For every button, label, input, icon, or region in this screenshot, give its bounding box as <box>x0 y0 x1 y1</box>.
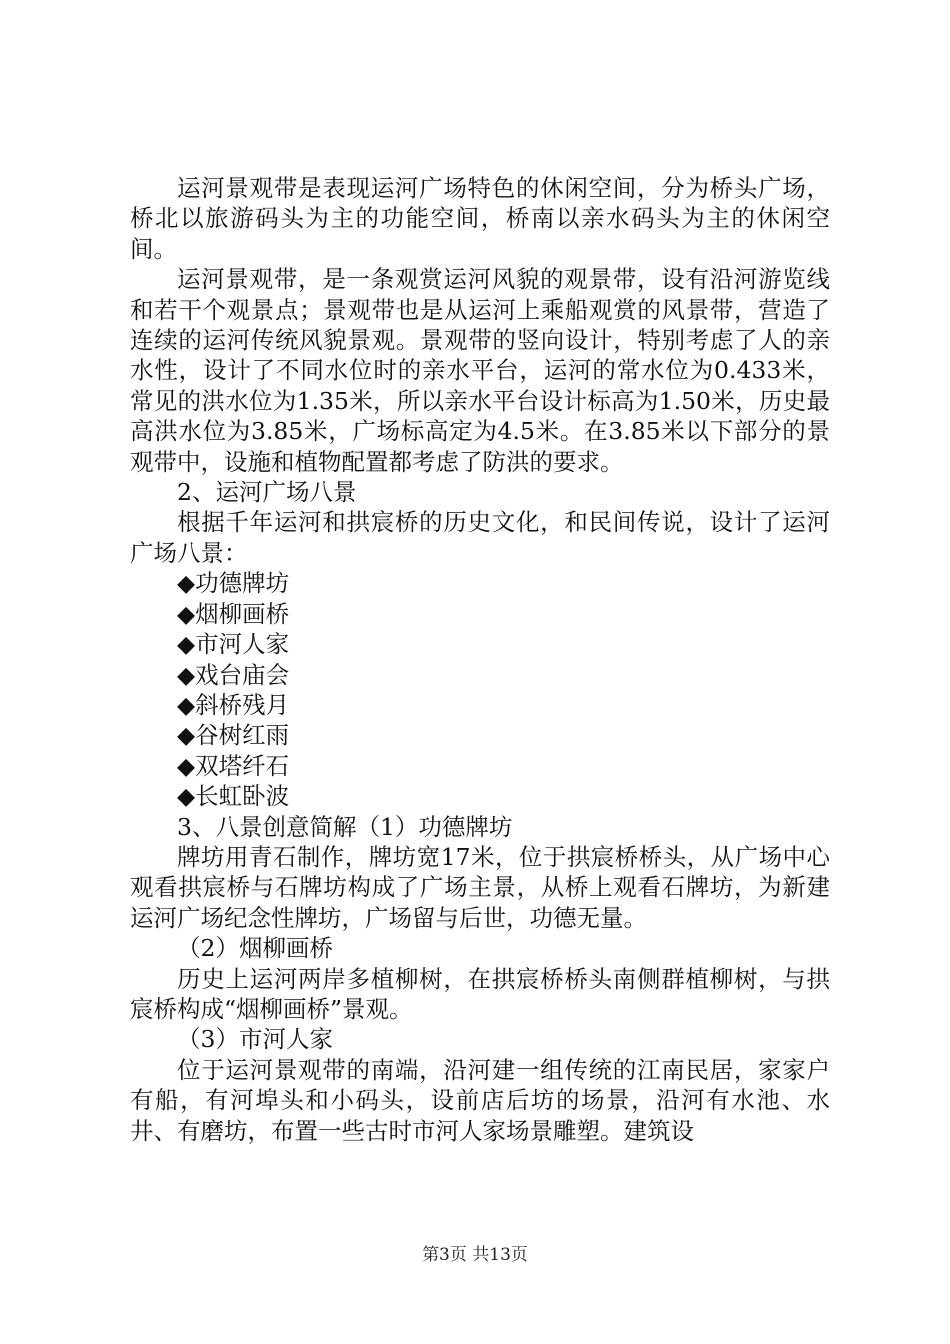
section-heading-eight-scenes: 2、运河广场八景 <box>177 478 357 507</box>
paragraph-willow-bridge: 历史上运河两岸多植柳树，在拱宸桥桥头南侧群植柳树，与拱宸桥构成“烟柳画桥”景观。 <box>130 964 830 1023</box>
scene-list-item: ◆市河人家 <box>177 630 290 659</box>
subheading-river-households: （3）市河人家 <box>177 1025 333 1054</box>
paragraph-eight-scenes-intro: 根据千年运河和拱宸桥的历史文化，和民间传说，设计了运河广场八景： <box>130 508 830 567</box>
scene-list-item: ◆双塔纤石 <box>177 751 290 780</box>
paragraph-landscape-belt-detail: 运河景观带，是一条观赏运河风貌的观景带，设有沿河游览线和若干个观景点；景观带也是从运河上乘船观赏的风景带，营造了连续的运河传统风貌景观。景观带的竖向设计，特别考虑了人的亲水性，设计了不同水位时的亲水平台，运河的常水位为0.433米，常见的洪水位为1.35米，所以亲水平台设计标高为1.50米，历史最高洪水位为3.85米，广场标高定为4.5米。在3.85米以下部分的景观带中，设施和植物配置都考虑了防洪的要求。 <box>130 265 830 476</box>
paragraph-memorial-archway: 牌坊用青石制作，牌坊宽17米，位于拱宸桥桥头，从广场中心观看拱宸桥与石牌坊构成了广场主景，从桥上观看石牌坊，为新建运河广场纪念性牌坊，广场留与后世，功德无量。 <box>130 842 830 932</box>
subheading-willow-bridge: （2）烟柳画桥 <box>177 934 333 963</box>
scene-list-item: ◆谷树红雨 <box>177 721 290 750</box>
scene-list-item: ◆烟柳画桥 <box>177 599 290 628</box>
scene-list-item: ◆斜桥残月 <box>177 690 290 719</box>
document-body <box>130 173 830 1146</box>
paragraph-landscape-belt-intro: 运河景观带是表现运河广场特色的休闲空间，分为桥头广场，桥北以旅游码头为主的功能空间，桥南以亲水码头为主的休闲空间。 <box>130 174 830 263</box>
scene-list-item: ◆长虹卧波 <box>177 782 290 811</box>
page-number-footer: 第3页 共13页 <box>422 1245 528 1265</box>
paragraph-river-households: 位于运河景观带的南端，沿河建一组传统的江南民居，家家户有船，有河埠头和小码头，设前店后坊的场景，沿河有水池、水井、有磨坊，布置一些古时市河人家场景雕塑。建筑设 <box>130 1055 830 1145</box>
scene-list-item: ◆功德牌坊 <box>177 569 290 598</box>
section-heading-scene-explanations: 3、八景创意简解（1）功德牌坊 <box>177 812 513 841</box>
scene-list-item: ◆戏台庙会 <box>177 660 290 689</box>
